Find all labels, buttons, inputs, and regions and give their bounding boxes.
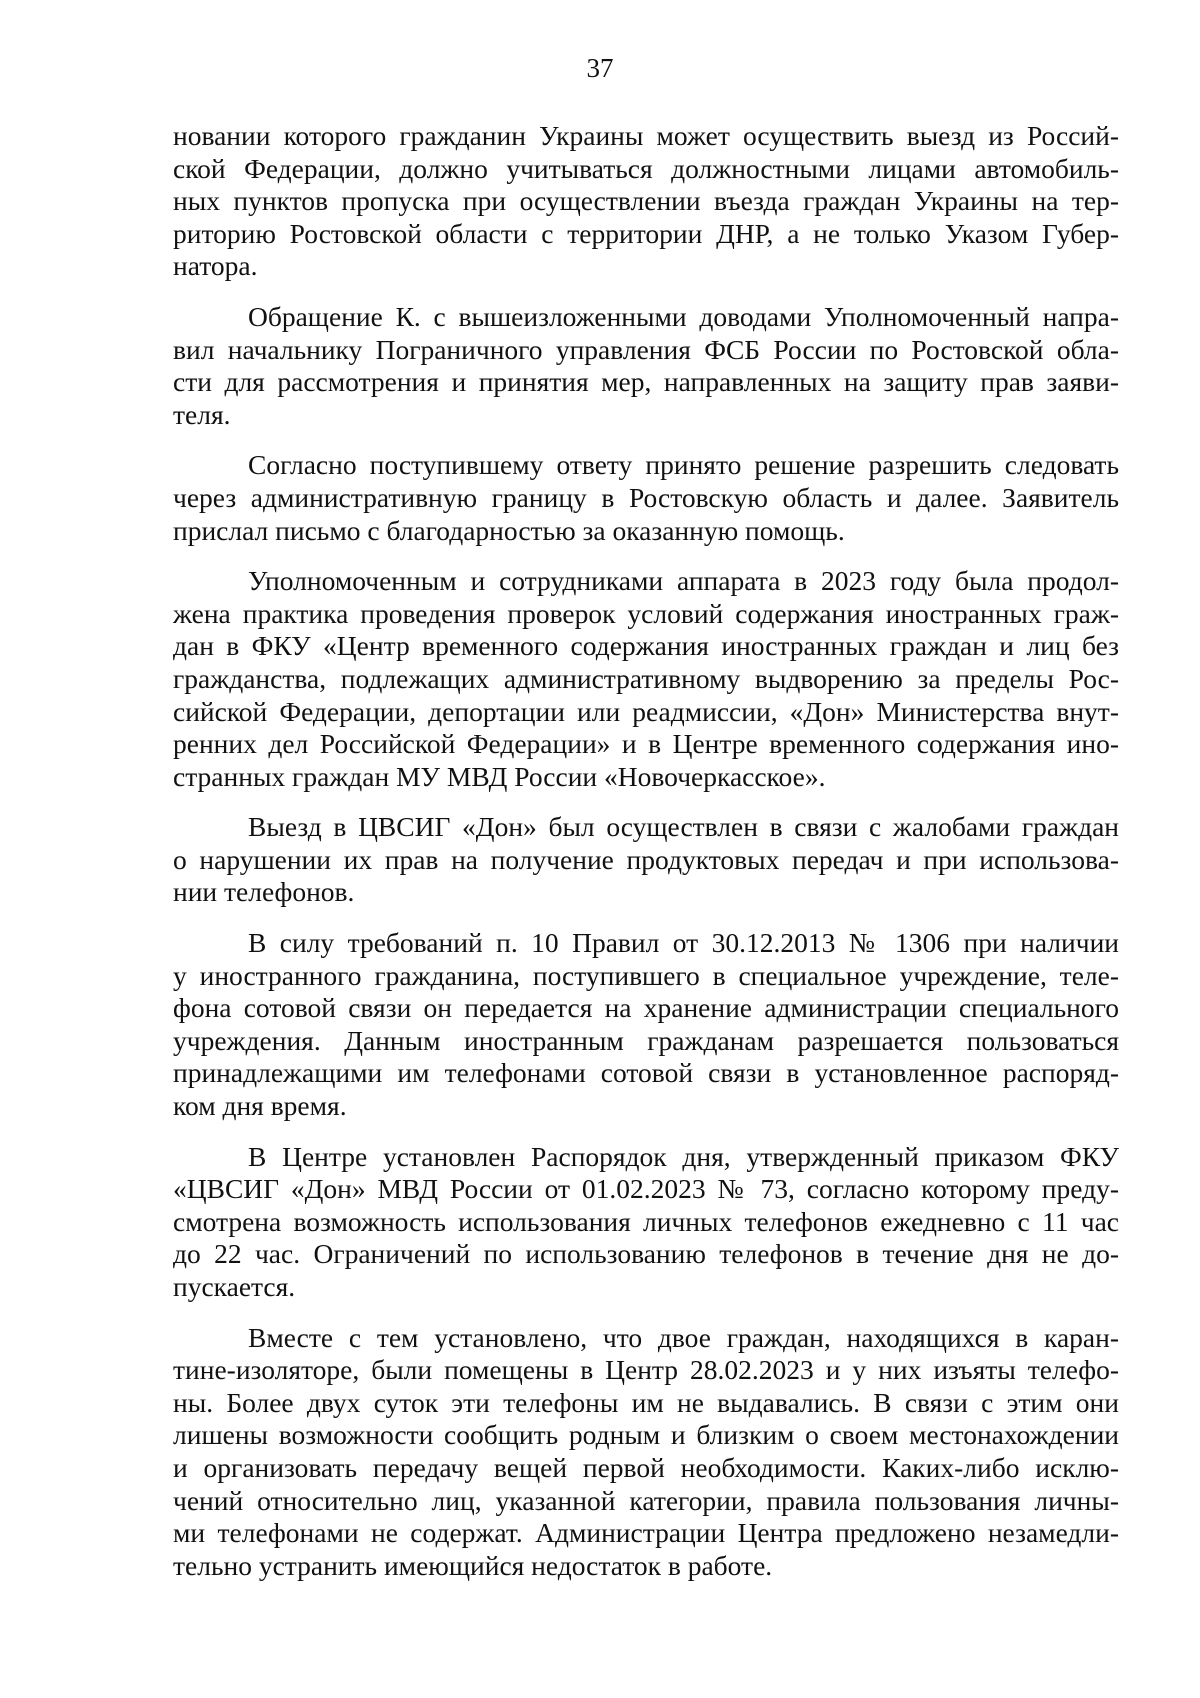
- text-line: теля.: [173, 398, 231, 430]
- text-line: ренних дел Российской Федерации» и в Центре временного содержания ино-: [173, 728, 1119, 760]
- text-line: натора.: [173, 250, 258, 282]
- text-line: чений относительно лиц, указанной категории, правила пользования личны-: [173, 1484, 1119, 1516]
- paragraph: [173, 811, 1119, 909]
- page-number: 37: [586, 53, 614, 83]
- text-line: ком дня время.: [173, 1090, 347, 1122]
- text-line: о нарушении их прав на получение продуктовых передач и при использова-: [173, 843, 1119, 875]
- text-line: лишены возможности сообщить родным и близким о своем местонахождении: [173, 1419, 1119, 1451]
- text-line: жена практика проведения проверок условий содержания иностранных граж-: [173, 597, 1119, 629]
- text-line: ской Федерации, должно учитываться должностными лицами автомобиль-: [173, 152, 1119, 184]
- text-line: через административную границу в Ростовскую область и далее. Заявитель: [173, 481, 1119, 513]
- text-line: до 22 час. Ограничений по использованию телефонов в течение дня не до-: [173, 1238, 1119, 1270]
- text-line: В силу требований п. 10 Правил от 30.12.2013 № 1306 при наличии: [248, 927, 1119, 959]
- text-line: пускается.: [173, 1271, 296, 1302]
- document-body: [173, 120, 1119, 1582]
- paragraph: [173, 449, 1119, 547]
- text-line: сти для рассмотрения и принятия мер, направленных на защиту прав заяви-: [173, 366, 1119, 398]
- text-line: тине-изоляторе, были помещены в Центр 28.02.2023 и у них изъяты телефо-: [173, 1354, 1119, 1386]
- text-line: риторию Ростовской области с территории ДНР, а не только Указом Губер-: [173, 217, 1119, 249]
- text-line: учреждения. Данным иностранным гражданам разрешается пользоваться: [173, 1024, 1119, 1056]
- text-line: у иностранного гражданина, поступившего в специальное учреждение, теле-: [173, 959, 1119, 991]
- paragraph: [173, 927, 1119, 1123]
- text-line: странных граждан МУ МВД России «Новочеркасское».: [173, 760, 826, 792]
- text-line: ных пунктов пропуска при осуществлении въезда граждан Украины на тер-: [173, 185, 1119, 217]
- text-line: фона сотовой связи он передается на хранение администрации специального: [173, 992, 1119, 1024]
- text-line: Выезд в ЦВСИГ «Дон» был осуществлен в связи с жалобами граждан: [248, 811, 1119, 843]
- text-line: ны. Более двух суток эти телефоны им не выдавались. В связи с этим они: [173, 1386, 1119, 1418]
- text-line: смотрена возможность использования личных телефонов ежедневно с 11 час: [173, 1205, 1119, 1237]
- paragraph: [173, 1322, 1119, 1583]
- text-line: сийской Федерации, депортации или реадмиссии, «Дон» Министерства внут-: [173, 695, 1119, 727]
- text-line: «ЦВСИГ «Дон» МВД России от 01.02.2023 № 73, согласно которому преду-: [173, 1173, 1119, 1205]
- paragraph: [173, 565, 1119, 793]
- text-line: прислал письмо с благодарностью за оказанную помощь.: [173, 514, 845, 546]
- paragraph: [173, 301, 1119, 431]
- paragraph: [173, 120, 1119, 283]
- text-line: тельно устранить имеющийся недостаток в работе.: [173, 1549, 773, 1581]
- text-line: нии телефонов.: [173, 876, 355, 908]
- text-line: гражданства, подлежащих административному выдворению за пределы Рос-: [173, 662, 1119, 694]
- text-line: принадлежащими им телефонами сотовой связи в установленное распоряд-: [173, 1057, 1119, 1089]
- paragraph: [173, 1141, 1119, 1304]
- text-line: ми телефонами не содержат. Администрации Центра предложено незамедли-: [173, 1517, 1119, 1549]
- text-line: дан в ФКУ «Центр временного содержания иностранных граждан и лиц без: [173, 630, 1119, 662]
- text-line: Вместе с тем установлено, что двое граждан, находящихся в каран-: [248, 1321, 1119, 1353]
- text-line: новании которого гражданин Украины может осуществить выезд из Россий-: [173, 120, 1119, 151]
- text-line: и организовать передачу вещей первой необходимости. Каких-либо исклю-: [173, 1451, 1119, 1483]
- text-line: вил начальнику Пограничного управления ФСБ России по Ростовской обла-: [173, 333, 1119, 365]
- text-line: Уполномоченным и сотрудниками аппарата в 2023 году была продол-: [248, 565, 1119, 597]
- text-line: В Центре установлен Распорядок дня, утвержденный приказом ФКУ: [248, 1140, 1119, 1172]
- text-line: Обращение К. с вышеизложенными доводами Уполномоченный напра-: [248, 300, 1119, 332]
- text-line: Согласно поступившему ответу принято решение разрешить следовать: [248, 449, 1119, 481]
